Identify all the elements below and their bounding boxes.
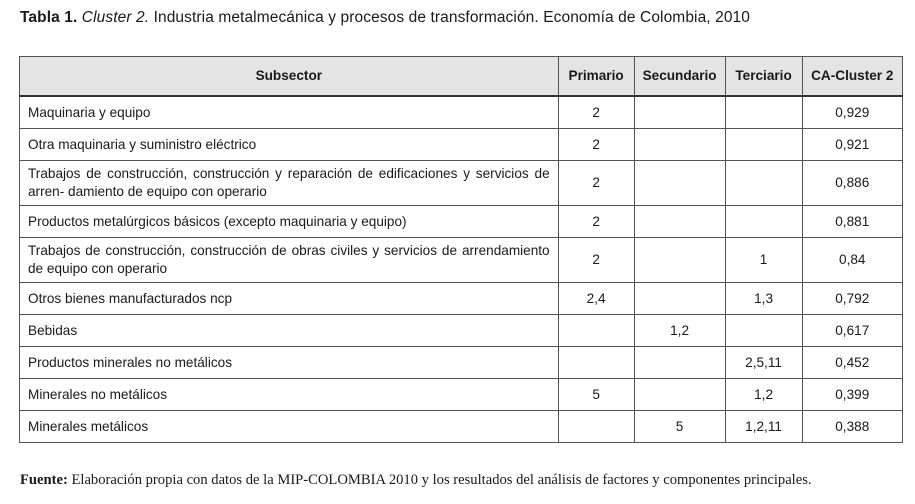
cell-ca: 0,452 [802, 347, 902, 379]
caption-label: Tabla 1. [20, 9, 78, 26]
cell-terciario [725, 315, 802, 347]
cell-subsector: Productos minerales no metálicos [20, 347, 559, 379]
cell-terciario: 1,3 [725, 283, 802, 315]
cell-ca: 0,388 [802, 411, 902, 443]
cell-primario: 2 [558, 96, 634, 129]
cell-ca: 0,886 [802, 161, 902, 206]
cell-primario: 2,4 [558, 283, 634, 315]
cell-subsector: Otra maquinaria y suministro eléctrico [20, 129, 559, 161]
cell-primario [558, 315, 634, 347]
header-ca-cluster: CA-Cluster 2 [802, 57, 902, 97]
source-label: Fuente: [20, 472, 68, 488]
cell-primario: 2 [558, 161, 634, 206]
cell-terciario: 1,2,11 [725, 411, 802, 443]
table-row [20, 206, 903, 238]
table-row [20, 238, 903, 283]
cell-subsector: Trabajos de construcción, construcción y reparación de edificaciones y servicios de arren- damiento de equipo con operario [20, 161, 559, 206]
cell-subsector: Minerales metálicos [20, 411, 559, 443]
caption-text: Industria metalmecánica y procesos de transformación. Economía de Colombia, 2010 [153, 9, 751, 26]
cell-secundario: 5 [634, 411, 725, 443]
cell-secundario [634, 96, 725, 129]
header-secundario: Secundario [634, 57, 725, 97]
cell-terciario: 1 [725, 238, 802, 283]
cell-subsector: Minerales no metálicos [20, 379, 559, 411]
table-row [20, 379, 903, 411]
cell-terciario: 1,2 [725, 379, 802, 411]
header-primario: Primario [558, 57, 634, 97]
cell-terciario [725, 161, 802, 206]
cell-primario: 2 [558, 238, 634, 283]
cell-terciario: 2,5,11 [725, 347, 802, 379]
cell-ca: 0,617 [802, 315, 902, 347]
table-row [20, 161, 903, 206]
cluster-table [19, 56, 903, 443]
cell-ca: 0,84 [802, 238, 902, 283]
cell-ca: 0,921 [802, 129, 902, 161]
table-header-row [20, 57, 903, 97]
cell-subsector: Trabajos de construcción, construcción de obras civiles y servicios de arrendamiento de equipo con operario [20, 238, 559, 283]
cell-subsector: Productos metalúrgicos básicos (excepto maquinaria y equipo) [20, 206, 559, 238]
cell-ca: 0,929 [802, 96, 902, 129]
cell-secundario [634, 283, 725, 315]
cell-terciario [725, 96, 802, 129]
table-row [20, 129, 903, 161]
table-row [20, 411, 903, 443]
cell-primario: 5 [558, 379, 634, 411]
table-caption [20, 9, 750, 27]
cell-ca: 0,399 [802, 379, 902, 411]
cell-subsector: Otros bienes manufacturados ncp [20, 283, 559, 315]
caption-cluster: Cluster 2. [81, 9, 150, 26]
cell-secundario [634, 161, 725, 206]
table-row [20, 96, 903, 129]
cell-ca: 0,881 [802, 206, 902, 238]
header-terciario: Terciario [725, 57, 802, 97]
cell-primario: 2 [558, 129, 634, 161]
source-text: Elaboración propia con datos de la MIP-COLOMBIA 2010 y los resultados del análisis de factores y componentes principales. [71, 472, 812, 488]
cell-primario [558, 411, 634, 443]
cell-primario [558, 347, 634, 379]
cell-ca: 0,792 [802, 283, 902, 315]
cell-secundario [634, 347, 725, 379]
table-row [20, 283, 903, 315]
cell-terciario [725, 206, 802, 238]
cell-secundario [634, 238, 725, 283]
cell-subsector: Maquinaria y equipo [20, 96, 559, 129]
cell-subsector: Bebidas [20, 315, 559, 347]
cell-secundario [634, 129, 725, 161]
header-subsector: Subsector [20, 57, 559, 97]
table-source [20, 472, 812, 489]
table-row [20, 347, 903, 379]
cell-primario: 2 [558, 206, 634, 238]
cell-secundario [634, 379, 725, 411]
cell-secundario [634, 206, 725, 238]
cell-secundario: 1,2 [634, 315, 725, 347]
cell-terciario [725, 129, 802, 161]
table-row [20, 315, 903, 347]
